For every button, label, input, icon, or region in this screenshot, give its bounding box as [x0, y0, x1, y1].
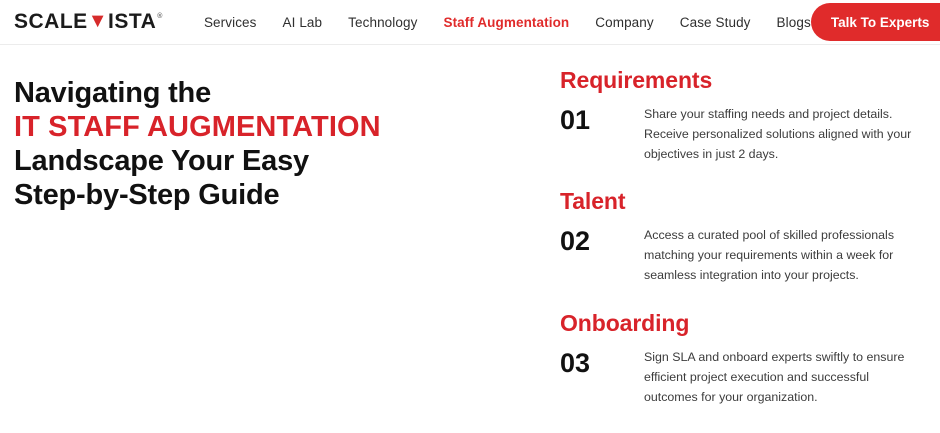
logo-text-vista: ISTA — [107, 10, 157, 33]
headline-line-4: Step-by-Step Guide — [14, 178, 280, 211]
step-description: Sign SLA and onboard experts swiftly to ensure efficient project execution and successful outcomes for your organization. — [644, 349, 905, 404]
step-item — [560, 310, 920, 407]
logo[interactable] — [14, 10, 162, 34]
step-item — [560, 67, 920, 164]
step-title-onboarding: Onboarding — [560, 309, 690, 336]
step-body — [560, 104, 920, 164]
logo-trademark: ® — [157, 13, 163, 20]
step-title-requirements: Requirements — [560, 67, 713, 93]
talk-to-experts-button[interactable] — [811, 3, 940, 41]
step-number: 02 — [560, 226, 591, 257]
nav-item-case-study[interactable]: Case Study — [679, 14, 751, 30]
headline-line-2-emphasis: IT STAFF AUGMENTATION — [14, 110, 381, 143]
step-number: 01 — [560, 105, 591, 135]
nav-item-technology[interactable]: Technology — [348, 14, 418, 30]
nav-item-staff-augmentation[interactable]: Staff Augmentation — [443, 14, 570, 30]
step-body — [560, 347, 920, 407]
step-title-talent: Talent — [560, 188, 626, 215]
headline-line-3: Landscape Your Easy — [14, 144, 309, 177]
steps-column — [534, 67, 926, 433]
step-number: 03 — [560, 347, 591, 378]
logo-text-scale: SCALE — [14, 10, 88, 33]
logo-v-mark-icon: ▼ — [87, 10, 108, 32]
headline-line-1: Navigating the — [14, 77, 211, 109]
cta-label: Talk To Experts — [830, 14, 930, 30]
step-body — [560, 225, 920, 285]
page-title — [14, 77, 534, 213]
hero-column — [14, 67, 534, 433]
nav-item-ai-lab[interactable]: AI Lab — [282, 14, 323, 30]
page-main — [0, 45, 940, 433]
nav-item-company[interactable]: Company — [595, 14, 654, 30]
step-description: Share your staffing needs and project details. Receive personalized solutions aligned with your objectives in just 2 days. — [644, 107, 912, 162]
nav-item-services[interactable]: Services — [203, 14, 257, 30]
step-item — [560, 188, 920, 285]
step-description: Access a curated pool of skilled professionals matching your requirements within a week for seamless integration into your projects. — [644, 228, 895, 283]
site-header — [0, 0, 940, 44]
nav-item-blogs[interactable]: Blogs — [776, 14, 811, 30]
main-navigation — [204, 15, 811, 30]
